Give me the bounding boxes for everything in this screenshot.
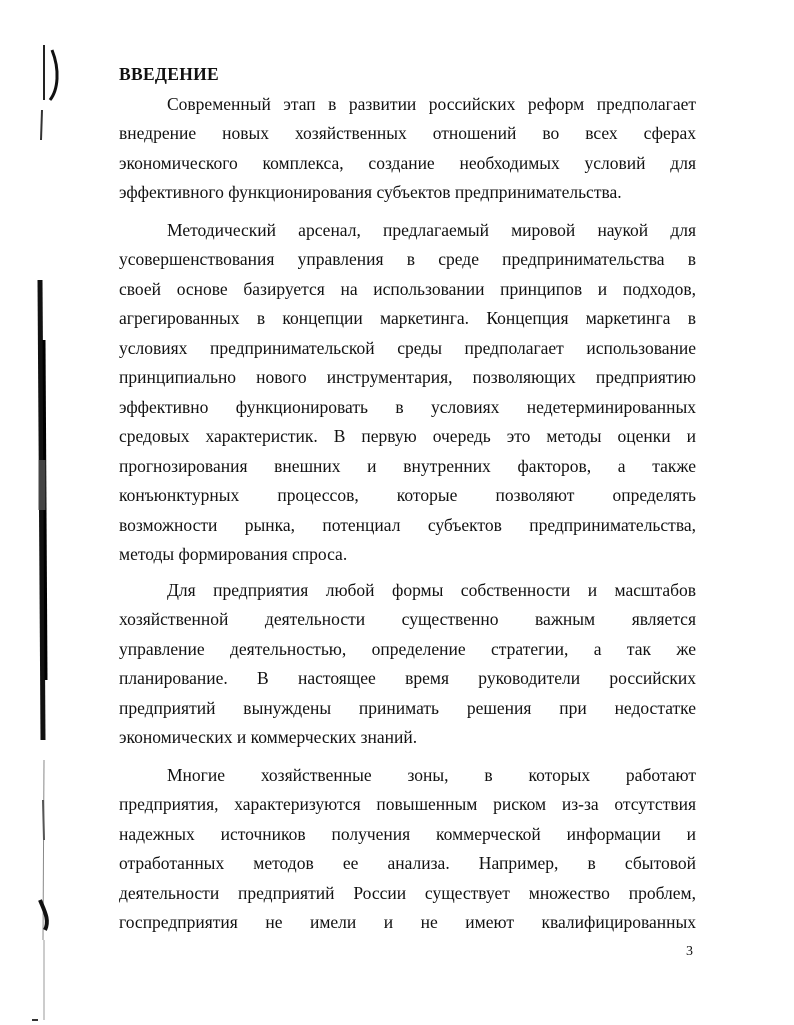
scan-edge-artifacts bbox=[30, 40, 66, 1025]
text-line: принципиально нового инструментария, позволяющих предприятию bbox=[119, 367, 696, 387]
text-line: предприятий вынуждены принимать решения при недостатке bbox=[119, 697, 696, 718]
document-body bbox=[119, 60, 696, 938]
paragraph-1 bbox=[119, 90, 696, 208]
text-line: агрегированных в концепции маркетинга. Концепция маркетинга в bbox=[119, 308, 696, 328]
text-line: внедрение новых хозяйственных отношений во всех сферах bbox=[119, 123, 696, 143]
section-heading: ВВЕДЕНИЕ bbox=[119, 64, 220, 84]
paragraph-3 bbox=[119, 576, 696, 753]
text-line: усовершенствования управления в среде предпринимательства в bbox=[119, 249, 696, 269]
text-line: своей основе базируется на использовании принципов и подходов, bbox=[119, 278, 696, 299]
text-line: Современный этап в развитии российских реформ предполагает bbox=[167, 93, 696, 114]
text-line: Методический арсенал, предлагаемый мировой наукой для bbox=[167, 219, 696, 240]
text-line: методы формирования спроса. bbox=[119, 544, 348, 564]
text-line: эффективно функционировать в условиях недетерминированных bbox=[119, 396, 696, 417]
text-line: управление деятельностью, определение стратегии, а так же bbox=[119, 638, 696, 659]
text-line: прогнозирования внешних и внутренних факторов, а также bbox=[119, 455, 696, 476]
paragraph-2 bbox=[119, 216, 696, 570]
text-line: эффективного функционирования субъектов предпринимательства. bbox=[119, 182, 622, 202]
text-line: Для предприятия любой формы собственности и масштабов bbox=[167, 579, 696, 600]
text-line: хозяйственной деятельности существенно важным является bbox=[119, 609, 696, 629]
paragraph-4 bbox=[119, 761, 696, 938]
text-line: планирование. В настоящее время руководители российских bbox=[119, 668, 696, 688]
text-line: возможности рынка, потенциал субъектов предпринимательства, bbox=[119, 514, 696, 535]
text-line: средовых характеристик. В первую очередь это методы оценки и bbox=[119, 426, 696, 446]
text-line: Многие хозяйственные зоны, в которых работают bbox=[167, 764, 696, 785]
text-line: надежных источников получения коммерческой информации и bbox=[119, 823, 696, 844]
text-line: условиях предпринимательской среды предполагает использование bbox=[119, 337, 696, 358]
text-line: госпредприятия не имели и не имеют квалифицированных bbox=[119, 912, 696, 932]
text-line: предприятия, характеризуются повышенным риском из-за отсутствия bbox=[119, 794, 696, 814]
text-line: деятельности предприятий России существует множество проблем, bbox=[119, 882, 696, 903]
text-line: отработанных методов ее анализа. Например, в сбытовой bbox=[119, 853, 696, 873]
text-line: конъюнктурных процессов, которые позволяют определять bbox=[119, 485, 696, 505]
text-line: экономических и коммерческих знаний. bbox=[119, 727, 418, 747]
page-number: 3 bbox=[686, 944, 693, 959]
text-line: экономического комплекса, создание необходимых условий для bbox=[119, 152, 696, 173]
